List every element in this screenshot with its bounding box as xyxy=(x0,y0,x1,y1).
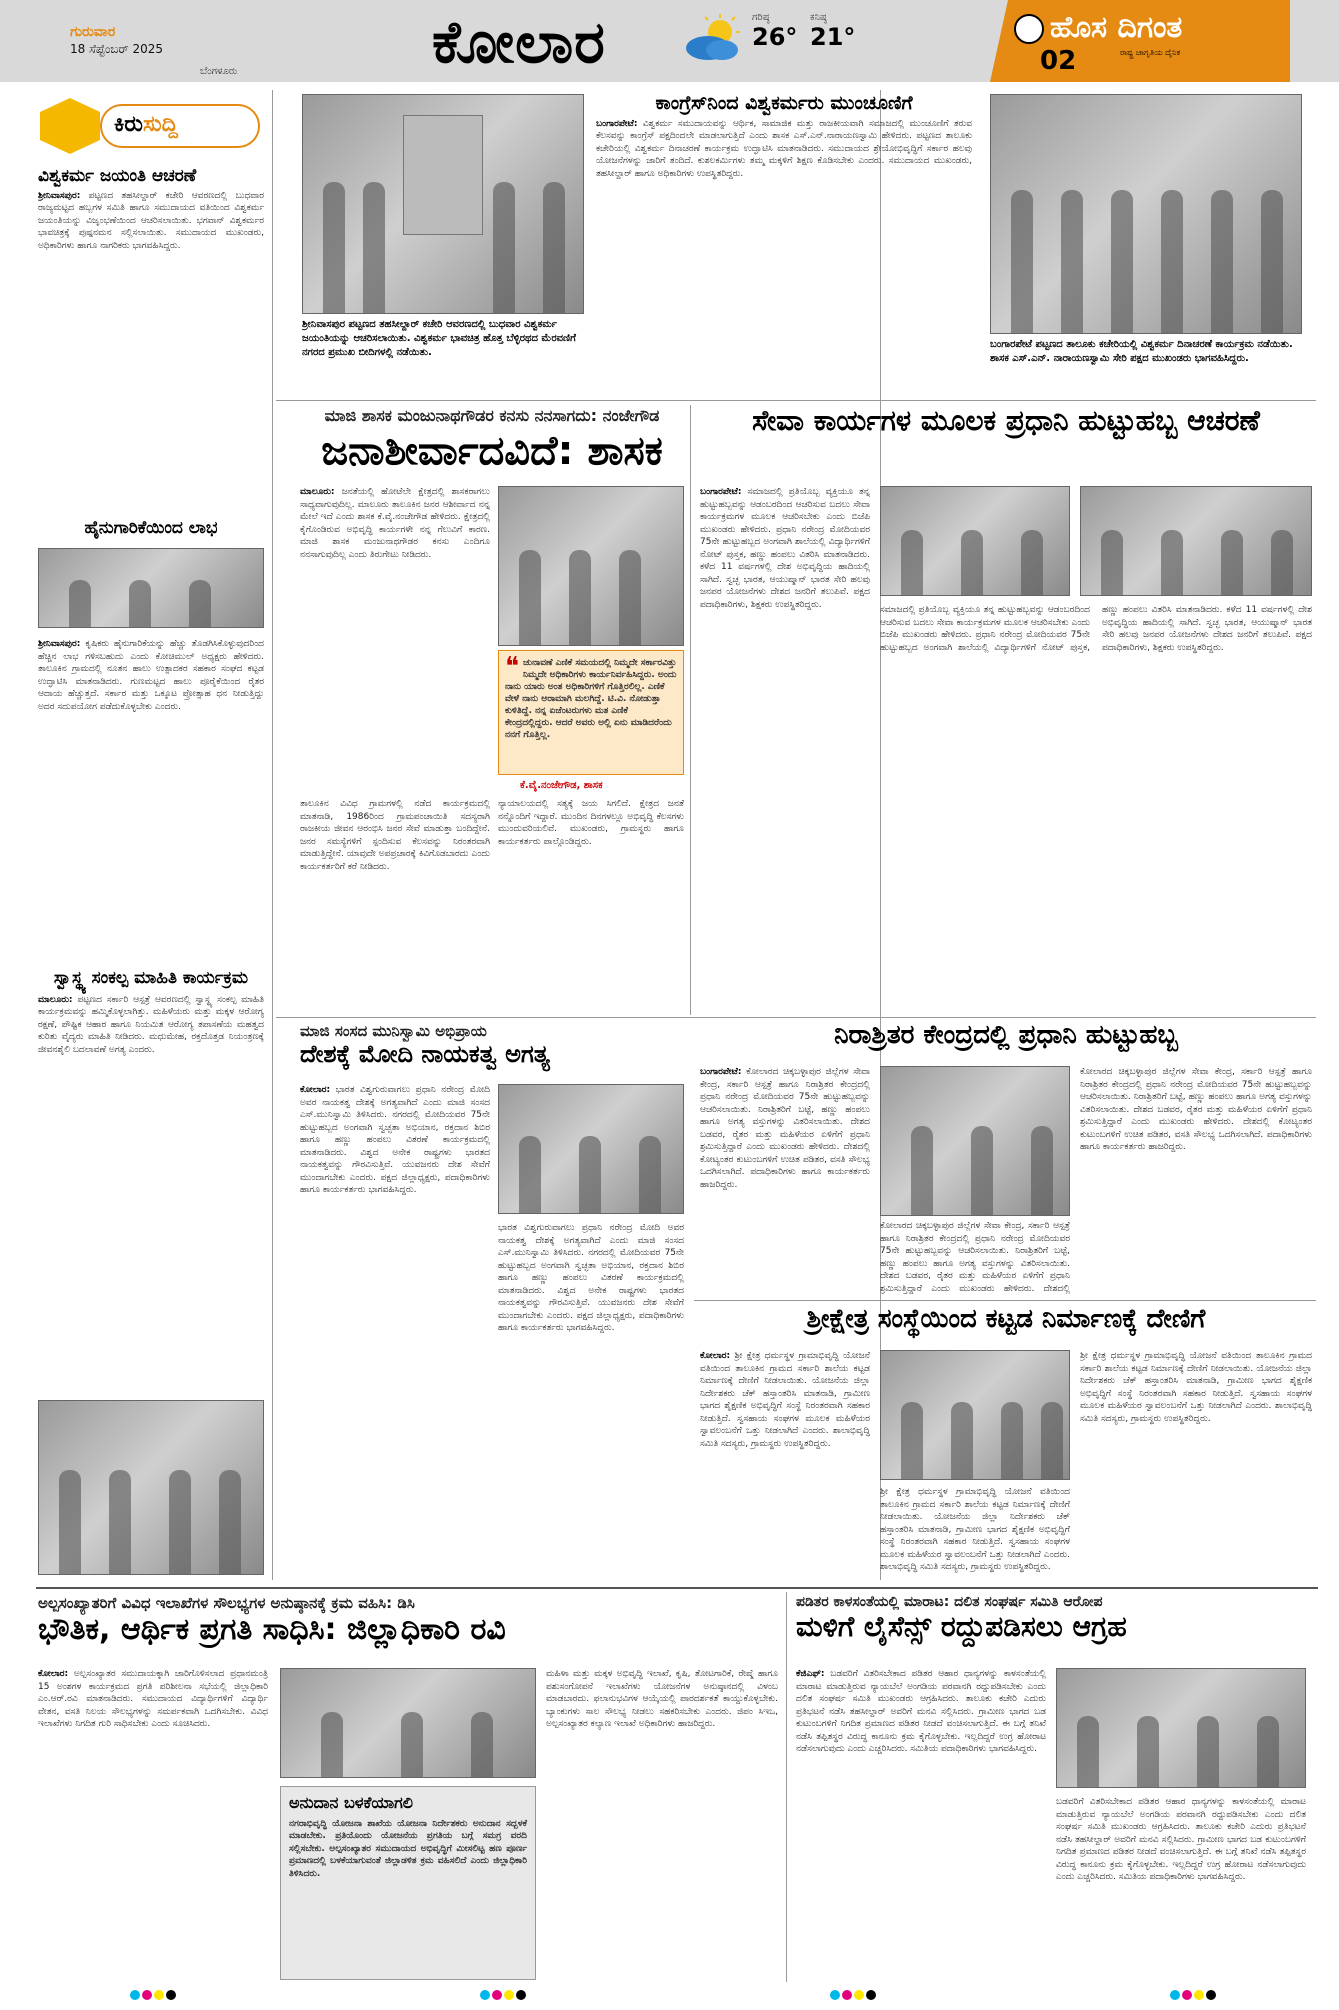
kshetra-body: ಶ್ರೀ ಕ್ಷೇತ್ರ ಧರ್ಮಸ್ಥಳ ಗ್ರಾಮಾಭಿವೃದ್ಧಿ ಯೋಜನೆ ವತಿಯಿಂದ ತಾಲೂಕಿನ ಗ್ರಾಮದ ಸರ್ಕಾರಿ ಶಾಲೆಯ ಕಟ್ಟಡ ನಿರ್ಮಾಣಕ್ಕೆ ದೇಣಿಗೆ ನೀಡಲಾಯಿತು. ಯೋಜನೆಯ ಜಿಲ್ಲಾ ನಿರ್ದೇಶಕರು ಚೆಕ್ ಹಸ್ತಾಂತರಿಸಿ ಮಾತನಾಡಿ, ಗ್ರಾಮೀಣ ಭಾಗದ ಶೈಕ್ಷಣಿಕ ಅಭಿವೃದ್ಧಿಗೆ ಸಂಸ್ಥೆ ನಿರಂತರವಾಗಿ ಸಹಕಾರ ನೀಡುತ್ತಿದೆ. ಸ್ವಸಹಾಯ ಸಂಘಗಳ ಮೂಲಕ ಮಹಿಳೆಯರ ಸ್ವಾವಲಂಬನೆಗೆ ಒತ್ತು ನೀಡಲಾಗಿದೆ ಎಂದರು. ಶಾಲಾಭಿವೃದ್ಧಿ ಸಮಿತಿ ಸದಸ್ಯರು, ಗ್ರಾಮಸ್ಥರು ಉಪಸ್ಥಿತರಿದ್ದರು. xyxy=(700,1351,870,1449)
kirusuddi-title-2: ಸುದ್ದಿ xyxy=(142,112,178,137)
nirashritara-body: ಕೋಲಾರದ ಚಿಕ್ಕಬಳ್ಳಾಪುರ ಜಿಲ್ಲೆಗಳ ಸೇವಾ ಕೇಂದ್ರ, ಸರ್ಕಾರಿ ಆಸ್ಪತ್ರೆ ಹಾಗೂ ನಿರಾಶ್ರಿತರ ಕೇಂದ್ರದಲ್ಲಿ ಪ್ರಧಾನಿ ನರೇಂದ್ರ ಮೋದಿಯವರ 75ನೇ ಹುಟ್ಟುಹಬ್ಬವನ್ನು ಆಚರಿಸಲಾಯಿತು. ನಿರಾಶ್ರಿತರಿಗೆ ಬಟ್ಟೆ, ಹಣ್ಣು ಹಂಪಲು ಹಾಗೂ ಅಗತ್ಯ ವಸ್ತುಗಳನ್ನು ವಿತರಿಸಲಾಯಿತು. ದೇಶದ ಬಡವರ, ರೈತರ ಮತ್ತು ಮಹಿಳೆಯರ ಏಳಿಗೆಗೆ ಪ್ರಧಾನಿ ಶ್ರಮಿಸುತ್ತಿದ್ದಾರೆ ಎಂದು ಮುಖಂಡರು ಹೇಳಿದರು. ದೇಶದಲ್ಲಿ ಕೋಟ್ಯಂತರ ಕುಟುಂಬಗಳಿಗೆ ಉಚಿತ ಪಡಿತರ, ವಸತಿ ಸೌಲಭ್ಯ ಒದಗಿಸಲಾಗಿದೆ. ಪದಾಧಿಕಾರಿಗಳು ಹಾಗೂ ಕಾರ್ಯಕರ್ತರು ಹಾಜರಿದ್ದರು. xyxy=(700,1067,870,1190)
kirusuddi-item-1 xyxy=(38,168,264,502)
srinivaspur-procession-photo xyxy=(302,94,584,314)
dc-headline: ಭೌತಿಕ, ಆರ್ಥಿಕ ಪ್ರಗತಿ ಸಾಧಿಸಿ: ಜಿಲ್ಲಾಧಿಕಾರಿ ರವಿ xyxy=(38,1612,506,1647)
kshetra-cheque-photo xyxy=(880,1350,1070,1480)
kirusuddi-body-3: ಪಟ್ಟಣದ ಸರ್ಕಾರಿ ಆಸ್ಪತ್ರೆ ಆವರಣದಲ್ಲಿ ಸ್ವಾಸ್ಥ್ಯ ಸಂಕಲ್ಪ ಮಾಹಿತಿ ಕಾರ್ಯಕ್ರಮವನ್ನು ಹಮ್ಮಿಕೊಳ್ಳಲಾಗಿತ್ತು. ಮಹಿಳೆಯರು ಮತ್ತು ಮಕ್ಕಳ ಆರೋಗ್ಯ ರಕ್ಷಣೆ, ಪೌಷ್ಟಿಕ ಆಹಾರ ಹಾಗೂ ನಿಯಮಿತ ಆರೋಗ್ಯ ತಪಾಸಣೆಯ ಮಹತ್ವದ ಕುರಿತು ವೈದ್ಯರು ಮಾಹಿತಿ ನೀಡಿದರು. ಮಧುಮೇಹ, ರಕ್ತದೊತ್ತಡ ನಿಯಂತ್ರಣಕ್ಕೆ ಜೀವನಶೈಲಿ ಬದಲಾವಣೆ ಅಗತ್ಯ ಎಂದರು. xyxy=(38,994,264,1055)
modi-body-cont: ಭಾರತ ವಿಶ್ವಗುರುವಾಗಲು ಪ್ರಧಾನಿ ನರೇಂದ್ರ ಮೋದಿ ಅವರ ನಾಯಕತ್ವ ದೇಶಕ್ಕೆ ಅಗತ್ಯವಾಗಿದೆ ಎಂದು ಮಾಜಿ ಸಂಸದ ಎಸ್.ಮುನಿಸ್ವಾಮಿ ತಿಳಿಸಿದರು. ನಗರದಲ್ಲಿ ಮೋದಿಯವರ 75ನೇ ಹುಟ್ಟುಹಬ್ಬದ ಅಂಗವಾಗಿ ಸ್ವಚ್ಛತಾ ಅಭಿಯಾನ, ರಕ್ತದಾನ ಶಿಬಿರ ಹಾಗೂ ಹಣ್ಣು ಹಂಪಲು ವಿತರಣೆ ಕಾರ್ಯಕ್ರಮದಲ್ಲಿ ಮಾತನಾಡಿದರು. ವಿಶ್ವದ ಅನೇಕ ರಾಷ್ಟ್ರಗಳು ಭಾರತದ ನಾಯಕತ್ವವನ್ನು ಗೌರವಿಸುತ್ತಿವೆ. ಯುವಜನರು ದೇಶ ಸೇವೆಗೆ ಮುಂದಾಗಬೇಕು ಎಂದರು. ಪಕ್ಷದ ಜಿಲ್ಲಾಧ್ಯಕ್ಷರು, ಪದಾಧಿಕಾರಿಗಳು ಹಾಗೂ ಕಾರ್ಯಕರ್ತರು ಭಾಗವಹಿಸಿದ್ದರು. xyxy=(498,1223,684,1333)
modi-cleanliness-photo xyxy=(498,1084,684,1214)
kirusuddi-body-1: ಪಟ್ಟಣದ ತಹಸೀಲ್ದಾರ್ ಕಚೇರಿ ಆವರಣದಲ್ಲಿ ಬುಧವಾರ ರಾಜ್ಯಮಟ್ಟದ ಹಬ್ಬಗಳ ಸಮಿತಿ ಹಾಗೂ ಸಮುದಾಯದ ವತಿಯಿಂದ ವಿಶ್ವಕರ್ಮ ಜಯಂತಿಯನ್ನು ವಿಜೃಂಭಣೆಯಿಂದ ಆಚರಿಸಲಾಯಿತು. ಭಗವಾನ್ ವಿಶ್ವಕರ್ಮರ ಭಾವಚಿತ್ರಕ್ಕೆ ಪುಷ್ಪನಮನ ಸಲ್ಲಿಸಲಾಯಿತು. ಸಮುದಾಯದ ಮುಖಂಡರು, ಅಧಿಕಾರಿಗಳು ಹಾಗೂ ನಾಗರಿಕರು ಭಾಗವಹಿಸಿದ್ದರು. xyxy=(38,190,264,251)
kirusuddi-hand-icon xyxy=(40,98,100,154)
kirusuddi-headline-1: ವಿಶ್ವಕರ್ಮ ಜಯಂತಿ ಆಚರಣೆ xyxy=(38,166,197,186)
modi-body: ಭಾರತ ವಿಶ್ವಗುರುವಾಗಲು ಪ್ರಧಾನಿ ನರೇಂದ್ರ ಮೋದಿ ಅವರ ನಾಯಕತ್ವ ದೇಶಕ್ಕೆ ಅಗತ್ಯವಾಗಿದೆ ಎಂದು ಮಾಜಿ ಸಂಸದ ಎಸ್.ಮುನಿಸ್ವಾಮಿ ತಿಳಿಸಿದರು. ನಗರದಲ್ಲಿ ಮೋದಿಯವರ 75ನೇ ಹುಟ್ಟುಹಬ್ಬದ ಅಂಗವಾಗಿ ಸ್ವಚ್ಛತಾ ಅಭಿಯಾನ, ರಕ್ತದಾನ ಶಿಬಿರ ಹಾಗೂ ಹಣ್ಣು ಹಂಪಲು ವಿತರಣೆ ಕಾರ್ಯಕ್ರಮದಲ್ಲಿ ಮಾತನಾಡಿದರು. ವಿಶ್ವದ ಅನೇಕ ರಾಷ್ಟ್ರಗಳು ಭಾರತದ ನಾಯಕತ್ವವನ್ನು ಗೌರವಿಸುತ್ತಿವೆ. ಯುವಜನರು ದೇಶ ಸೇವೆಗೆ ಮುಂದಾಗಬೇಕು ಎಂದರು. ಪಕ್ಷದ ಜಿಲ್ಲಾಧ್ಯಕ್ಷರು, ಪದಾಧಿಕಾರಿಗಳು ಹಾಗೂ ಕಾರ್ಯಕರ್ತರು ಭಾಗವಹಿಸಿದ್ದರು. xyxy=(300,1085,490,1195)
kshetra-story xyxy=(700,1306,1312,1333)
liquor-body: ಬಡವರಿಗೆ ವಿತರಿಸಬೇಕಾದ ಪಡಿತರ ಆಹಾರ ಧಾನ್ಯಗಳನ್ನು ಕಾಳಸಂತೆಯಲ್ಲಿ ಮಾರಾಟ ಮಾಡುತ್ತಿರುವ ನ್ಯಾಯಬೆಲೆ ಅಂಗಡಿಯ ಪರವಾನಗಿ ರದ್ದುಪಡಿಸಬೇಕು ಎಂದು ದಲಿತ ಸಂಘರ್ಷ ಸಮಿತಿ ಮುಖಂಡರು ಆಗ್ರಹಿಸಿದರು. ತಾಲೂಕು ಕಚೇರಿ ಎದುರು ಪ್ರತಿಭಟನೆ ನಡೆಸಿ ತಹಸೀಲ್ದಾರ್ ಅವರಿಗೆ ಮನವಿ ಸಲ್ಲಿಸಿದರು. ಗ್ರಾಮೀಣ ಭಾಗದ ಬಡ ಕುಟುಂಬಗಳಿಗೆ ನಿಗದಿತ ಪ್ರಮಾಣದ ಪಡಿತರ ನೀಡದೆ ವಂಚಿಸಲಾಗುತ್ತಿದೆ. ಈ ಬಗ್ಗೆ ತನಿಖೆ ನಡೆಸಿ ತಪ್ಪಿತಸ್ಥರ ವಿರುದ್ಧ ಕಾನೂನು ಕ್ರಮ ಕೈಗೊಳ್ಳಬೇಕು. ಇಲ್ಲದಿದ್ದರೆ ಉಗ್ರ ಹೋರಾಟ ನಡೆಸಲಾಗುವುದು ಎಂದು ಎಚ್ಚರಿಸಿದರು. ಸಮಿತಿಯ ಪದಾಧಿಕಾರಿಗಳು ಭಾಗವಹಿಸಿದ್ದರು. xyxy=(796,1669,1046,1754)
grant-box-title: ಅನುದಾನ ಬಳಕೆಯಾಗಲಿ xyxy=(289,1793,413,1812)
congress-body: ವಿಶ್ವಕರ್ಮ ಸಮುದಾಯವನ್ನು ಆರ್ಥಿಕ, ಸಾಮಾಜಿಕ ಮತ್ತು ರಾಜಕೀಯವಾಗಿ ಸಮಾಜದಲ್ಲಿ ಮುಂಚೂಣಿಗೆ ತರುವ ಕೆಲಸವನ್ನು ಕಾಂಗ್ರೆಸ್ ಪಕ್ಷದಿಂದಲೇ ಮಾಡಲಾಗುತ್ತಿದೆ ಎಂದು ಶಾಸಕ ಎಸ್.ಎನ್.ನಾರಾಯಣಸ್ವಾಮಿ ಹೇಳಿದರು. ಪಟ್ಟಣದ ತಾಲೂಕು ಕಚೇರಿಯಲ್ಲಿ ವಿಶ್ವಕರ್ಮ ದಿನಾಚರಣೆ ಕಾರ್ಯಕ್ರಮ ಉದ್ಘಾಟಿಸಿ ಮಾತನಾಡಿದರು. ಸಮುದಾಯದ ಶ್ರೇಯೋಭಿವೃದ್ಧಿಗೆ ಸರ್ಕಾರ ಹಲವು ಯೋಜನೆಗಳನ್ನು ಜಾರಿಗೆ ತಂದಿದೆ. ಕುಶಲಕರ್ಮಿಗಳು ತಮ್ಮ ಮಕ್ಕಳಿಗೆ ಶಿಕ್ಷಣ ಕೊಡಿಸಬೇಕು ಎಂದರು. ಸಮುದಾಯದ ಮುಖಂಡರು, ತಹಸೀಲ್ದಾರ್ ಹಾಗೂ ಅಧಿಕಾರಿಗಳು ಉಪಸ್ಥಿತರಿದ್ದರು. xyxy=(596,118,972,179)
max-temp-block xyxy=(752,12,797,51)
kshetra-headline: ಶ್ರೀಕ್ಷೇತ್ರ ಸಂಸ್ಥೆಯಿಂದ ಕಟ್ಟಡ ನಿರ್ಮಾಣಕ್ಕೆ ದೇಣಿಗೆ xyxy=(806,1304,1206,1334)
liquor-body-cont: ಬಡವರಿಗೆ ವಿತರಿಸಬೇಕಾದ ಪಡಿತರ ಆಹಾರ ಧಾನ್ಯಗಳನ್ನು ಕಾಳಸಂತೆಯಲ್ಲಿ ಮಾರಾಟ ಮಾಡುತ್ತಿರುವ ನ್ಯಾಯಬೆಲೆ ಅಂಗಡಿಯ ಪರವಾನಗಿ ರದ್ದುಪಡಿಸಬೇಕು ಎಂದು ದಲಿತ ಸಂಘರ್ಷ ಸಮಿತಿ ಮುಖಂಡರು ಆಗ್ರಹಿಸಿದರು. ತಾಲೂಕು ಕಚೇರಿ ಎದುರು ಪ್ರತಿಭಟನೆ ನಡೆಸಿ ತಹಸೀಲ್ದಾರ್ ಅವರಿಗೆ ಮನವಿ ಸಲ್ಲಿಸಿದರು. ಗ್ರಾಮೀಣ ಭಾಗದ ಬಡ ಕುಟುಂಬಗಳಿಗೆ ನಿಗದಿತ ಪ್ರಮಾಣದ ಪಡಿತರ ನೀಡದೆ ವಂಚಿಸಲಾಗುತ್ತಿದೆ. ಈ ಬಗ್ಗೆ ತನಿಖೆ ನಡೆಸಿ ತಪ್ಪಿತಸ್ಥರ ವಿರುದ್ಧ ಕಾನೂನು ಕ್ರಮ ಕೈಗೊಳ್ಳಬೇಕು. ಇಲ್ಲದಿದ್ದರೆ ಉಗ್ರ ಹೋರಾಟ ನಡೆಸಲಾಗುವುದು ಎಂದು ಎಚ್ಚರಿಸಿದರು. ಸಮಿತಿಯ ಪದಾಧಿಕಾರಿಗಳು ಭಾಗವಹಿಸಿದ್ದರು. xyxy=(1056,1797,1306,1882)
quote-box xyxy=(498,650,684,775)
seva-body: ಸಮಾಜದಲ್ಲಿ ಪ್ರತಿಯೊಬ್ಬ ವ್ಯಕ್ತಿಯೂ ತನ್ನ ಹುಟ್ಟುಹಬ್ಬವನ್ನು ಆಡಂಬರದಿಂದ ಆಚರಿಸುವ ಬದಲು ಸೇವಾ ಕಾರ್ಯಕ್ರಮಗಳ ಮೂಲಕ ಆಚರಿಸಬೇಕು ಎಂದು ಬಿಜೆಪಿ ಮುಖಂಡರು ಹೇಳಿದರು. ಪ್ರಧಾನಿ ನರೇಂದ್ರ ಮೋದಿಯವರ 75ನೇ ಹುಟ್ಟುಹಬ್ಬದ ಅಂಗವಾಗಿ ಶಾಲೆಯಲ್ಲಿ ವಿದ್ಯಾರ್ಥಿಗಳಿಗೆ ನೋಟ್ ಪುಸ್ತಕ, ಹಣ್ಣು ಹಂಪಲು ವಿತರಿಸಿ ಮಾತನಾಡಿದರು. ಕಳೆದ 11 ವರ್ಷಗಳಲ್ಲಿ ದೇಶ ಅಭಿವೃದ್ಧಿಯ ಹಾದಿಯಲ್ಲಿ ಸಾಗಿದೆ. ಸ್ವಚ್ಛ ಭಾರತ, ಆಯುಷ್ಮಾನ್ ಭಾರತ ಸೇರಿ ಹಲವು ಜನಪರ ಯೋಜನೆಗಳು ದೇಶದ ಜನರಿಗೆ ತಲುಪಿವೆ. ಪಕ್ಷದ ಪದಾಧಿಕಾರಿಗಳು, ಶಿಕ್ಷಕರು ಉಪಸ್ಥಿತರಿದ್ದರು. xyxy=(700,487,870,610)
masthead-date: 18 ಸೆಪ್ಟೆಂಬರ್ 2025 xyxy=(70,42,164,56)
kshetra-body-cont2: ಶ್ರೀ ಕ್ಷೇತ್ರ ಧರ್ಮಸ್ಥಳ ಗ್ರಾಮಾಭಿವೃದ್ಧಿ ಯೋಜನೆ ವತಿಯಿಂದ ತಾಲೂಕಿನ ಗ್ರಾಮದ ಸರ್ಕಾರಿ ಶಾಲೆಯ ಕಟ್ಟಡ ನಿರ್ಮಾಣಕ್ಕೆ ದೇಣಿಗೆ ನೀಡಲಾಯಿತು. ಯೋಜನೆಯ ಜಿಲ್ಲಾ ನಿರ್ದೇಶಕರು ಚೆಕ್ ಹಸ್ತಾಂತರಿಸಿ ಮಾತನಾಡಿ, ಗ್ರಾಮೀಣ ಭಾಗದ ಶೈಕ್ಷಣಿಕ ಅಭಿವೃದ್ಧಿಗೆ ಸಂಸ್ಥೆ ನಿರಂತರವಾಗಿ ಸಹಕಾರ ನೀಡುತ್ತಿದೆ. ಸ್ವಸಹಾಯ ಸಂಘಗಳ ಮೂಲಕ ಮಹಿಳೆಯರ ಸ್ವಾವಲಂಬನೆಗೆ ಒತ್ತು ನೀಡಲಾಗಿದೆ ಎಂದರು. ಶಾಲಾಭಿವೃದ್ಧಿ ಸಮಿತಿ ಸದಸ್ಯರು, ಗ್ರಾಮಸ್ಥರು ಉಪಸ್ಥಿತರಿದ್ದರು. xyxy=(1080,1351,1312,1424)
min-temp-value: 21° xyxy=(810,23,856,51)
edition-title: ಕೋಲಾರ xyxy=(432,8,606,76)
main-body-3: ನ್ಯಾಯಾಲಯದಲ್ಲಿ ಸತ್ಯಕ್ಕೆ ಜಯ ಸಿಗಲಿದೆ. ಕ್ಷೇತ್ರದ ಜನತೆ ನನ್ನೊಂದಿಗೆ ಇದ್ದಾರೆ. ಮುಂದಿನ ದಿನಗಳಲ್ಲೂ ಅಭಿವೃದ್ಧಿ ಕೆಲಸಗಳು ಮುಂದುವರಿಯಲಿವೆ. ಮುಖಂಡರು, ಗ್ರಾಮಸ್ಥರು ಹಾಗೂ ಕಾರ್ಯಕರ್ತರು ಪಾಲ್ಗೊಂಡಿದ್ದರು. xyxy=(498,799,684,847)
kirusuddi-item-3 xyxy=(38,970,264,1364)
dc-body-col1 xyxy=(38,1668,268,1980)
dc-body-1: ಅಲ್ಪಸಂಖ್ಯಾತರ ಸಮುದಾಯಕ್ಕಾಗಿ ಜಾರಿಗೊಳಿಸಲಾದ ಪ್ರಧಾನಮಂತ್ರಿ 15 ಅಂಶಗಳ ಕಾರ್ಯಕ್ರಮದ ಪ್ರಗತಿ ಪರಿಶೀಲನಾ ಸಭೆಯಲ್ಲಿ ಜಿಲ್ಲಾಧಿಕಾರಿ ಎಂ.ಆರ್.ರವಿ ಮಾತನಾಡಿದರು. ಸಮುದಾಯದ ವಿದ್ಯಾರ್ಥಿಗಳಿಗೆ ವಿದ್ಯಾರ್ಥಿ ವೇತನ, ವಸತಿ ನಿಲಯ ಸೌಲಭ್ಯಗಳನ್ನು ಸಮರ್ಪಕವಾಗಿ ಒದಗಿಸಬೇಕು. ವಿವಿಧ ಇಲಾಖೆಗಳು ನಿಗದಿತ ಗುರಿ ಸಾಧಿಸಬೇಕು ಎಂದು ಸೂಚಿಸಿದರು. xyxy=(38,1669,268,1729)
nirashritara-body-cont2: ಕೋಲಾರದ ಚಿಕ್ಕಬಳ್ಳಾಪುರ ಜಿಲ್ಲೆಗಳ ಸೇವಾ ಕೇಂದ್ರ, ಸರ್ಕಾರಿ ಆಸ್ಪತ್ರೆ ಹಾಗೂ ನಿರಾಶ್ರಿತರ ಕೇಂದ್ರದಲ್ಲಿ ಪ್ರಧಾನಿ ನರೇಂದ್ರ ಮೋದಿಯವರ 75ನೇ ಹುಟ್ಟುಹಬ್ಬವನ್ನು ಆಚರಿಸಲಾಯಿತು. ನಿರಾಶ್ರಿತರಿಗೆ ಬಟ್ಟೆ, ಹಣ್ಣು ಹಂಪಲು ಹಾಗೂ ಅಗತ್ಯ ವಸ್ತುಗಳನ್ನು ವಿತರಿಸಲಾಯಿತು. ದೇಶದ ಬಡವರ, ರೈತರ ಮತ್ತು ಮಹಿಳೆಯರ ಏಳಿಗೆಗೆ ಪ್ರಧಾನಿ ಶ್ರಮಿಸುತ್ತಿದ್ದಾರೆ ಎಂದು ಮುಖಂಡರು ಹೇಳಿದರು. ದೇಶದಲ್ಲಿ ಕೋಟ್ಯಂತರ ಕುಟುಂಬಗಳಿಗೆ ಉಚಿತ ಪಡಿತರ, ವಸತಿ ಸೌಲಭ್ಯ ಒದಗಿಸಲಾಗಿದೆ. ಪದಾಧಿಕಾರಿಗಳು ಹಾಗೂ ಕಾರ್ಯಕರ್ತರು ಹಾಜರಿದ್ದರು. xyxy=(1080,1067,1312,1152)
kirusuddi-logo xyxy=(40,96,262,156)
dateline-liquor: ಕೆಜಿಎಫ್: xyxy=(796,1669,825,1679)
quote-mark-icon: ❝ xyxy=(505,652,519,682)
dateline-3: ಮಾಲೂರು: xyxy=(38,994,73,1005)
liquor-story xyxy=(796,1594,1306,1641)
congress-headline: ಕಾಂಗ್ರೆಸ್‌ನಿಂದ ವಿಶ್ವಕರ್ಮರು ಮುಂಚೂಣಿಗೆ xyxy=(655,92,913,114)
nirashritara-body-cont: ಕೋಲಾರದ ಚಿಕ್ಕಬಳ್ಳಾಪುರ ಜಿಲ್ಲೆಗಳ ಸೇವಾ ಕೇಂದ್ರ, ಸರ್ಕಾರಿ ಆಸ್ಪತ್ರೆ ಹಾಗೂ ನಿರಾಶ್ರಿತರ ಕೇಂದ್ರದಲ್ಲಿ ಪ್ರಧಾನಿ ನರೇಂದ್ರ ಮೋದಿಯವರ 75ನೇ ಹುಟ್ಟುಹಬ್ಬವನ್ನು ಆಚರಿಸಲಾಯಿತು. ನಿರಾಶ್ರಿತರಿಗೆ ಬಟ್ಟೆ, ಹಣ್ಣು ಹಂಪಲು ಹಾಗೂ ಅಗತ್ಯ ವಸ್ತುಗಳನ್ನು ವಿತರಿಸಲಾಯಿತು. ದೇಶದ ಬಡವರ, ರೈತರ ಮತ್ತು ಮಹಿಳೆಯರ ಏಳಿಗೆಗೆ ಪ್ರಧಾನಿ ಶ್ರಮಿಸುತ್ತಿದ್ದಾರೆ ಎಂದು ಮುಖಂಡರು ಹೇಳಿದರು. ದೇಶದಲ್ಲಿ xyxy=(880,1221,1070,1294)
main-body-col2 xyxy=(300,798,490,1013)
nirashritara-photo xyxy=(880,1066,1070,1216)
dateline-modi: ಕೋಲಾರ: xyxy=(300,1085,331,1095)
main-headline: ಜನಾಶೀರ್ವಾದವಿದೆ: ಶಾಸಕ xyxy=(321,428,663,474)
main-body-2: ತಾಲೂಕಿನ ವಿವಿಧ ಗ್ರಾಮಗಳಲ್ಲಿ ನಡೆದ ಕಾರ್ಯಕ್ರಮದಲ್ಲಿ ಮಾತನಾಡಿ, 1986ರಿಂದ ಗ್ರಾಮಪಂಚಾಯಿತಿ ಸದಸ್ಯರಾಗಿ ರಾಜಕೀಯ ಜೀವನ ಆರಂಭಿಸಿ ಜನರ ಸೇವೆ ಮಾಡುತ್ತಾ ಬಂದಿದ್ದೇನೆ. ಜನರ ಸಮಸ್ಯೆಗಳಿಗೆ ಸ್ಪಂದಿಸುವ ಕೆಲಸವನ್ನು ನಿರಂತರವಾಗಿ ಮಾಡುತ್ತಿದ್ದೇನೆ. ಯಾವುದೇ ಅಪಪ್ರಚಾರಕ್ಕೆ ಕಿವಿಗೊಡಬಾರದು ಎಂದು ಕಾರ್ಯಕರ್ತರಿಗೆ ಕರೆ ನೀಡಿದರು. xyxy=(300,799,490,872)
main-body-col3 xyxy=(498,798,684,1013)
dc-body-col2 xyxy=(546,1668,778,1980)
quote-author: ಕೆ.ವೈ.ನಂಜೇಗೌಡ, ಶಾಸಕ xyxy=(520,780,603,791)
dc-kicker: ಅಲ್ಪಸಂಖ್ಯಾತರಿಗೆ ವಿವಿಧ ಇಲಾಖೆಗಳ ಸೌಲಭ್ಯಗಳ ಅನುಷ್ಠಾನಕ್ಕೆ ಕ್ರಮ ವಹಿಸಿ: ಡಿಸಿ xyxy=(38,1594,415,1612)
masthead-left xyxy=(70,24,250,57)
dateline-1: ಶ್ರೀನಿವಾಸಪುರ: xyxy=(38,190,81,201)
kirusuddi-headline-2: ಹೈನುಗಾರಿಕೆಯಿಂದ ಲಾಭ xyxy=(84,518,218,538)
dc-story xyxy=(38,1594,778,1646)
bangarpet-vishwakarma-photo xyxy=(990,94,1302,334)
liquor-protest-photo xyxy=(1056,1668,1306,1788)
kshetra-body-cont: ಶ್ರೀ ಕ್ಷೇತ್ರ ಧರ್ಮಸ್ಥಳ ಗ್ರಾಮಾಭಿವೃದ್ಧಿ ಯೋಜನೆ ವತಿಯಿಂದ ತಾಲೂಕಿನ ಗ್ರಾಮದ ಸರ್ಕಾರಿ ಶಾಲೆಯ ಕಟ್ಟಡ ನಿರ್ಮಾಣಕ್ಕೆ ದೇಣಿಗೆ ನೀಡಲಾಯಿತು. ಯೋಜನೆಯ ಜಿಲ್ಲಾ ನಿರ್ದೇಶಕರು ಚೆಕ್ ಹಸ್ತಾಂತರಿಸಿ ಮಾತನಾಡಿ, ಗ್ರಾಮೀಣ ಭಾಗದ ಶೈಕ್ಷಣಿಕ ಅಭಿವೃದ್ಧಿಗೆ ಸಂಸ್ಥೆ ನಿರಂತರವಾಗಿ ಸಹಕಾರ ನೀಡುತ್ತಿದೆ. ಸ್ವಸಹಾಯ ಸಂಘಗಳ ಮೂಲಕ ಮಹಿಳೆಯರ ಸ್ವಾವಲಂಬನೆಗೆ ಒತ್ತು ನೀಡಲಾಗಿದೆ ಎಂದರು. ಶಾಲಾಭಿವೃದ್ಧಿ ಸಮಿತಿ ಸದಸ್ಯರು, ಗ್ರಾಮಸ್ಥರು ಉಪಸ್ಥಿತರಿದ್ದರು. xyxy=(880,1487,1070,1572)
dateline-seva: ಬಂಗಾರಪೇಟೆ: xyxy=(700,487,742,497)
weather-icon xyxy=(682,14,744,64)
quote-text: ಚುನಾವಣೆ ಎಣಿಕೆ ಸಮಯದಲ್ಲಿ ನಿಮ್ಮದೇ ಸರ್ಕಾರವಿತ್ತು ನಿಮ್ಮದೇ ಅಧಿಕಾರಿಗಳು ಕಾರ್ಯನಿರ್ವಹಿಸಿದ್ದರು. ಅಂದು ನಾನು ಯಾರು ಅಂತ ಅಧಿಕಾರಿಗಳಿಗೆ ಗೊತ್ತಿರಲಿಲ್ಲ. ಎಣಿಕೆ ವೇಳೆ ನಾನು ಆರಾಮಾಗಿ ಮಲಗಿದ್ದೆ. ಟಿ.ವಿ. ನೋಡುತ್ತಾ ಕುಳಿತಿದ್ದೆ. ನನ್ನ ಏಜೆಂಟರುಗಳು ಮತ ಎಣಿಕೆ ಕೇಂದ್ರದಲ್ಲಿದ್ದರು. ಆದರೆ ಅವರು ಅಲ್ಲಿ ಏನು ಮಾಡಿದರೆಂದು ನನಗೆ ಗೊತ್ತಿಲ್ಲ. xyxy=(505,658,677,740)
dateline-kshetra: ಕೋಲಾರ: xyxy=(700,1351,731,1361)
bangarpet-photo-caption: ಬಂಗಾರಪೇಟೆ ಪಟ್ಟಣದ ತಾಲೂಕು ಕಚೇರಿಯಲ್ಲಿ ವಿಶ್ವಕರ್ಮ ದಿನಾಚರಣೆ ಕಾರ್ಯಕ್ರಮ ನಡೆಯಿತು. ಶಾಸಕ ಎಸ್.ಎನ್. ನಾರಾಯಣಸ್ವಾಮಿ ಸೇರಿ ಪಕ್ಷದ ಮುಖಂಡರು ಭಾಗವಹಿಸಿದ್ದರು. xyxy=(990,339,1293,364)
modi-headline: ದೇಶಕ್ಕೆ ಮೋದಿ ನಾಯಕತ್ವ ಅಗತ್ಯ xyxy=(300,1040,550,1068)
dateline-congress: ಬಂಗಾರಪೇಟೆ: xyxy=(596,118,638,129)
main-kicker: ಮಾಜಿ ಶಾಸಕ ಮಂಜುನಾಥಗೌಡರ ಕನಸು ನನಸಾಗದು: ನಂಜೇಗೌಡ xyxy=(324,406,660,425)
brand-emblem-icon xyxy=(1014,14,1044,44)
seva-body-col2 xyxy=(880,604,1312,1010)
min-temp-label: ಕನಿಷ್ಠ xyxy=(810,12,827,23)
page-number: 02 xyxy=(1040,46,1077,76)
kshetra-body-col3 xyxy=(1080,1350,1312,1578)
paper-name: ಹೊಸ ದಿಗಂತ xyxy=(1050,10,1183,45)
health-program-photo xyxy=(38,1400,264,1575)
srinivaspur-photo-caption: ಶ್ರೀನಿವಾಸಪುರ ಪಟ್ಟಣದ ತಹಸೀಲ್ದಾರ್ ಕಚೇರಿ ಆವರಣದಲ್ಲಿ ಬುಧವಾರ ವಿಶ್ವಕರ್ಮ ಜಯಂತಿಯನ್ನು ಆಚರಿಸಲಾಯಿತು. ವಿಶ್ವಕರ್ಮ ಭಾವಚಿತ್ರ ಹೊತ್ತ ಬೆಳ್ಳಿರಥದ ಮೆರವಣಿಗೆ ನಗರದ ಪ್ರಮುಖ ಬೀದಿಗಳಲ್ಲಿ ನಡೆಯಿತು. xyxy=(302,319,576,358)
modi-kicker: ಮಾಜಿ ಸಂಸದ ಮುನಿಸ್ವಾಮಿ ಅಭಿಪ್ರಾಯ xyxy=(300,1022,487,1040)
seva-headline: ಸೇವಾ ಕಾರ್ಯಗಳ ಮೂಲಕ ಪ್ರಧಾನಿ ಹುಟ್ಟುಹಬ್ಬ ಆಚರಣೆ xyxy=(752,404,1260,437)
liquor-body-col1 xyxy=(796,1668,1046,1980)
main-story xyxy=(300,406,684,472)
dairy-photo xyxy=(38,548,264,628)
dateline-nirashritara: ಬಂಗಾರಪೇಟೆ: xyxy=(700,1067,742,1077)
seva-body-col1 xyxy=(700,486,870,1006)
seva-group-photo xyxy=(1080,486,1312,596)
modi-story xyxy=(300,1022,684,1067)
dateline-2: ಶ್ರೀನಿವಾಸಪುರ: xyxy=(38,639,81,649)
liquor-body-col2 xyxy=(1056,1796,1306,1980)
dateline-dc: ಕೋಲಾರ: xyxy=(38,1669,69,1679)
kirusuddi-headline-3: ಸ್ವಾಸ್ಥ್ಯ ಸಂಕಲ್ಪ ಮಾಹಿತಿ ಕಾರ್ಯಕ್ರಮ xyxy=(53,968,249,988)
masthead-day: ಗುರುವಾರ xyxy=(70,24,116,40)
max-temp-value: 26° xyxy=(752,23,798,51)
seva-students-photo xyxy=(880,486,1070,596)
masthead-city: ಬೆಂಗಳೂರು xyxy=(200,66,238,77)
nirashritara-body-col2 xyxy=(880,1220,1070,1296)
kirusuddi-item-2 xyxy=(38,518,264,712)
max-temp-label: ಗರಿಷ್ಠ xyxy=(752,12,770,23)
kshetra-body-col1 xyxy=(700,1350,870,1578)
dateline-main: ಮಾಲೂರು: xyxy=(300,487,335,497)
seva-body-cont: ಸಮಾಜದಲ್ಲಿ ಪ್ರತಿಯೊಬ್ಬ ವ್ಯಕ್ತಿಯೂ ತನ್ನ ಹುಟ್ಟುಹಬ್ಬವನ್ನು ಆಡಂಬರದಿಂದ ಆಚರಿಸುವ ಬದಲು ಸೇವಾ ಕಾರ್ಯಕ್ರಮಗಳ ಮೂಲಕ ಆಚರಿಸಬೇಕು ಎಂದು ಬಿಜೆಪಿ ಮುಖಂಡರು ಹೇಳಿದರು. ಪ್ರಧಾನಿ ನರೇಂದ್ರ ಮೋದಿಯವರ 75ನೇ ಹುಟ್ಟುಹಬ್ಬದ ಅಂಗವಾಗಿ ಶಾಲೆಯಲ್ಲಿ ವಿದ್ಯಾರ್ಥಿಗಳಿಗೆ ನೋಟ್ ಪುಸ್ತಕ, ಹಣ್ಣು ಹಂಪಲು ವಿತರಿಸಿ ಮಾತನಾಡಿದರು. ಕಳೆದ 11 ವರ್ಷಗಳಲ್ಲಿ ದೇಶ ಅಭಿವೃದ್ಧಿಯ ಹಾದಿಯಲ್ಲಿ ಸಾಗಿದೆ. ಸ್ವಚ್ಛ ಭಾರತ, ಆಯುಷ್ಮಾನ್ ಭಾರತ ಸೇರಿ ಹಲವು ಜನಪರ ಯೋಜನೆಗಳು ದೇಶದ ಜನರಿಗೆ ತಲುಪಿವೆ. ಪಕ್ಷದ ಪದಾಧಿಕಾರಿಗಳು, ಶಿಕ್ಷಕರು ಉಪಸ್ಥಿತರಿದ್ದರು. xyxy=(880,605,1312,653)
main-body-col1 xyxy=(300,486,490,796)
registration-marks xyxy=(130,1990,1230,2004)
paper-tagline: ರಾಷ್ಟ್ರ ಜಾಗೃತಿಯ ದೈನಿಕ xyxy=(1120,48,1181,57)
kirusuddi-body-2: ಕೃಷಿಕರು ಹೈನುಗಾರಿಕೆಯನ್ನು ಹೆಚ್ಚು ತೊಡಗಿಸಿಕೊಳ್ಳುವುದರಿಂದ ಹೆಚ್ಚಿನ ಲಾಭ ಗಳಿಸಬಹುದು ಎಂದು ಕೋಚಿಮುಲ್ ಅಧ್ಯಕ್ಷರು ಹೇಳಿದರು. ತಾಲೂಕಿನ ಗ್ರಾಮದಲ್ಲಿ ನೂತನ ಹಾಲು ಉತ್ಪಾದಕರ ಸಹಕಾರ ಸಂಘದ ಕಟ್ಟಡ ಉದ್ಘಾಟಿಸಿ ಮಾತನಾಡಿದರು. ಗುಣಮಟ್ಟದ ಹಾಲು ಪೂರೈಕೆಯಿಂದ ರೈತರ ಆದಾಯ ಹೆಚ್ಚುತ್ತದೆ. ಸರ್ಕಾರ ಮತ್ತು ಒಕ್ಕೂಟ ಪ್ರೋತ್ಸಾಹ ಧನ ನೀಡುತ್ತಿದ್ದು ಅದರ ಸದುಪಯೋಗ ಪಡೆದುಕೊಳ್ಳಬೇಕು ಎಂದರು. xyxy=(38,639,264,712)
nanjegowda-meeting-photo xyxy=(498,486,684,646)
kshetra-body-col2 xyxy=(880,1486,1070,1578)
seva-story xyxy=(700,406,1312,435)
main-body-1: ಜನತೆಯಲ್ಲಿ ಹೋಟೆಲೇ ಕ್ಷೇತ್ರದಲ್ಲಿ ಶಾಸಕರಾಗಲು ಸಾಧ್ಯವಾಗುವುದಿಲ್ಲ. ಮಾಲೂರು ತಾಲೂಕಿನ ಜನರ ಆಶೀರ್ವಾದ ನನ್ನ ಮೇಲೆ ಇದೆ ಎಂದು ಶಾಸಕ ಕೆ.ವೈ.ನಂಜೇಗೌಡ ಹೇಳಿದರು. ಕ್ಷೇತ್ರದಲ್ಲಿ ಕೈಗೊಂಡಿರುವ ಅಭಿವೃದ್ಧಿ ಕಾರ್ಯಗಳೇ ನನ್ನ ಗೆಲುವಿಗೆ ಕಾರಣ. ಮಾಜಿ ಶಾಸಕ ಮಂಜುನಾಥಗೌಡರ ಕನಸು ಎಂದಿಗೂ ನನಸಾಗುವುದಿಲ್ಲ ಎಂದು ತಿರುಗೇಟು ನೀಡಿದರು. xyxy=(300,487,490,560)
kirusuddi-title: ಕಿರು xyxy=(114,112,143,137)
grant-box-body: ನಗರಾಭಿವೃದ್ಧಿ ಯೋಜನಾ ಶಾಖೆಯ ಯೋಜನಾ ನಿರ್ದೇಶಕರು ಅನುದಾನ ಸದ್ಬಳಕೆ ಮಾಡಬೇಕು. ಪ್ರತಿಯೊಂದು ಯೋಜನೆಯ ಪ್ರಗತಿಯ ಬಗ್ಗೆ ಸಮಗ್ರ ವರದಿ ಸಲ್ಲಿಸಬೇಕು. ಅಲ್ಪಸಂಖ್ಯಾತರ ಸಮುದಾಯದ ಅಭಿವೃದ್ಧಿಗೆ ಮೀಸಲಿಟ್ಟ ಹಣ ಪೂರ್ಣ ಪ್ರಮಾಣದಲ್ಲಿ ಬಳಕೆಯಾಗುವಂತೆ ಜಿಲ್ಲಾಡಳಿತ ಕ್ರಮ ವಹಿಸಲಿದೆ ಎಂದು ಜಿಲ್ಲಾಧಿಕಾರಿ ತಿಳಿಸಿದರು. xyxy=(289,1818,527,1879)
liquor-kicker: ಪಡಿತರ ಕಾಳಸಂತೆಯಲ್ಲಿ ಮಾರಾಟ: ದಲಿತ ಸಂಘರ್ಷ ಸಮಿತಿ ಆರೋಪ xyxy=(796,1594,1103,1610)
modi-body-col2 xyxy=(498,1222,684,1579)
congress-story xyxy=(596,94,972,398)
liquor-headline: ಮಳಿಗೆ ಲೈಸೆನ್ಸ್ ರದ್ದುಪಡಿಸಲು ಆಗ್ರಹ xyxy=(796,1610,1127,1643)
min-temp-block xyxy=(810,12,855,51)
nirashritara-body-col3 xyxy=(1080,1066,1312,1296)
dc-body-2: ಮಹಿಳಾ ಮತ್ತು ಮಕ್ಕಳ ಅಭಿವೃದ್ಧಿ ಇಲಾಖೆ, ಕೃಷಿ, ತೋಟಗಾರಿಕೆ, ರೇಷ್ಮೆ ಹಾಗೂ ಪಶುಸಂಗೋಪನೆ ಇಲಾಖೆಗಳು ಯೋಜನೆಗಳ ಅನುಷ್ಠಾನದಲ್ಲಿ ವಿಳಂಬ ಮಾಡಬಾರದು. ಫಲಾನುಭವಿಗಳ ಆಯ್ಕೆಯಲ್ಲಿ ಪಾರದರ್ಶಕತೆ ಕಾಯ್ದುಕೊಳ್ಳಬೇಕು. ಬ್ಯಾಂಕುಗಳು ಸಾಲ ಸೌಲಭ್ಯ ನೀಡಲು ಸಹಕರಿಸಬೇಕು ಎಂದರು. ಜಿಪಂ ಸಿಇಒ, ಅಲ್ಪಸಂಖ್ಯಾತರ ಕಲ್ಯಾಣ ಇಲಾಖೆ ಅಧಿಕಾರಿಗಳು ಹಾಜರಿದ್ದರು. xyxy=(546,1669,778,1729)
nirashritara-body-col1 xyxy=(700,1066,870,1296)
nirashritara-story xyxy=(700,1022,1312,1049)
modi-body-col1 xyxy=(300,1084,490,1579)
dc-meeting-photo xyxy=(280,1668,536,1778)
grant-box xyxy=(280,1786,536,1980)
nirashritara-headline: ನಿರಾಶ್ರಿತರ ಕೇಂದ್ರದಲ್ಲಿ ಪ್ರಧಾನಿ ಹುಟ್ಟುಹಬ್ಬ xyxy=(834,1020,1178,1050)
